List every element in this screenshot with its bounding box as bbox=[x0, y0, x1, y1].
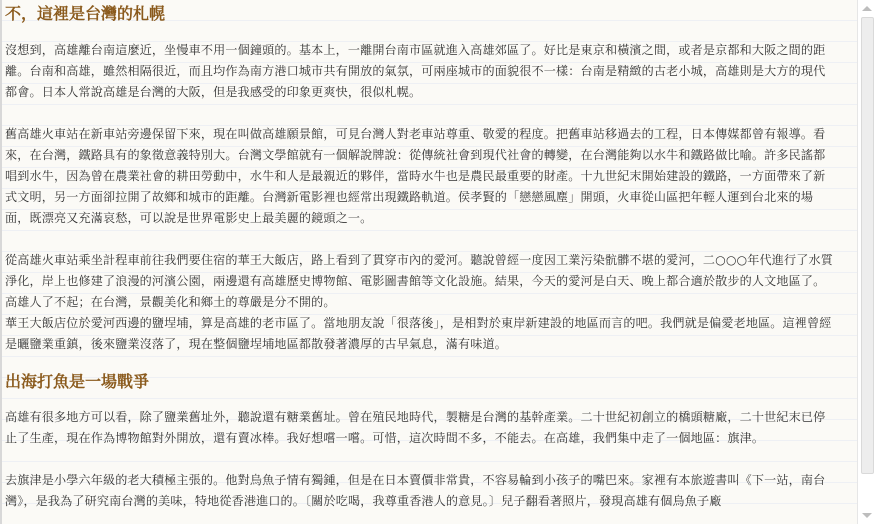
scroll-up-arrow-icon[interactable] bbox=[862, 6, 872, 11]
paragraph-cijin: 去旗津是小學六年級的老大積極主張的。他對烏魚子情有獨鍾，但是在日本賣價非常貴，不容易輪到小孩子的嘴巴來。家裡有本旅遊書叫《下一站，南台灣》，是我為了研究南台灣的美味，特地從香港進口的。〔關於吃喝，我尊重香港人的意見。〕兒子翻看著照片，發現高雄有個烏魚子廠 bbox=[5, 473, 826, 508]
vertical-scrollbar[interactable] bbox=[857, 0, 876, 524]
scroll-down-arrow-icon[interactable] bbox=[862, 513, 872, 518]
paragraph-love-river: 從高雄火車站乘坐計程車前往我們要住宿的華王大飯店，路上看到了貫穿市內的愛河。聽說曾經一度因工業污染骯髒不堪的愛河，二○○○年代進行了水質淨化，岸上也修建了浪漫的河濱公園，兩邊還有高雄歷史博物館、電影圖書館等文化設施。結果，今天的愛河是白天、晚上都合適於散步的人文地區了。高雄人了不起；在台灣，景觀美化和鄉土的尊嚴是分不開的。 bbox=[5, 253, 833, 309]
paragraph-kaohsiung-intro: 沒想到，高雄離台南這麼近，坐慢車不用一個鐘頭的。基本上，一離開台南市區就進入高雄郊區了。好比是東京和橫濱之間，或者是京都和大阪之間的距離。台南和高雄，雖然相隔很近，而且均作為南方港口城市共有開放的氣氛，可兩座城市的面貌很不一樣：台南是精緻的古老小城，高雄則是大方的現代都會。日本人常說高雄是台灣的大阪，但是我感受的印象更爽快，很似札幌。 bbox=[5, 43, 826, 99]
paragraph-yancheng: 華王大飯店位於愛河西邊的鹽埕埔，算是高雄的老市區了。當地朋友說「很落後」，是相對於東岸新建設的地區而言的吧。我們就是偏愛老地區。這裡曾經是曬鹽業重鎮，後來鹽業沒落了，現在整個鹽埕埔地區都散發著濃厚的古早氣息，滿有味道。 bbox=[5, 316, 832, 351]
scrollbar-thumb[interactable] bbox=[861, 17, 874, 474]
section-heading-sapporo: 不，這裡是台灣的札幌 bbox=[5, 4, 166, 23]
paragraph-old-station: 舊高雄火車站在新車站旁邊保留下來，現在叫做高雄願景館，可見台灣人對老車站尊重、敬愛的程度。把舊車站移過去的工程，日本傳媒都曾有報導。看來，在台灣，鐵路具有的象徵意義特別大。台灣文學館就有一個解說牌說：從傳統社會到現代社會的轉變，在台灣能夠以水牛和鐵路做比喻。許多民謠都唱到水牛，因為曾在農業社會的耕田勞動中，水牛和人是最親近的夥伴，當時水牛也是農民最重要的財產。十九世紀末開始建設的鐵路，一方面帶來了新式文明，另一方面卻拉開了故鄉和城市的距離。台灣新電影裡也經常出現鐵路軌道。侯孝賢的「戀戀風塵」開頭，火車從山區把年輕人運到台北來的場面，既漂亮又充滿哀愁，可以說是世界電影史上最美麗的鏡頭之一。 bbox=[5, 127, 826, 225]
paragraph-sugar-industry: 高雄有很多地方可以看，除了鹽業舊址外，聽說還有糖業舊址。曾在殖民地時代，製糖是台灣的基幹產業。二十世紀初創立的橋頭糖廠，二十世紀末已停止了生產，現在作為博物館對外開放，還有賣冰棒。我好想嚐一嚐。可惜，這次時間不多，不能去。在高雄，我們集中走了一個地區：旗津。 bbox=[5, 410, 826, 445]
section-heading-fishing: 出海打魚是一場戰爭 bbox=[5, 372, 150, 391]
